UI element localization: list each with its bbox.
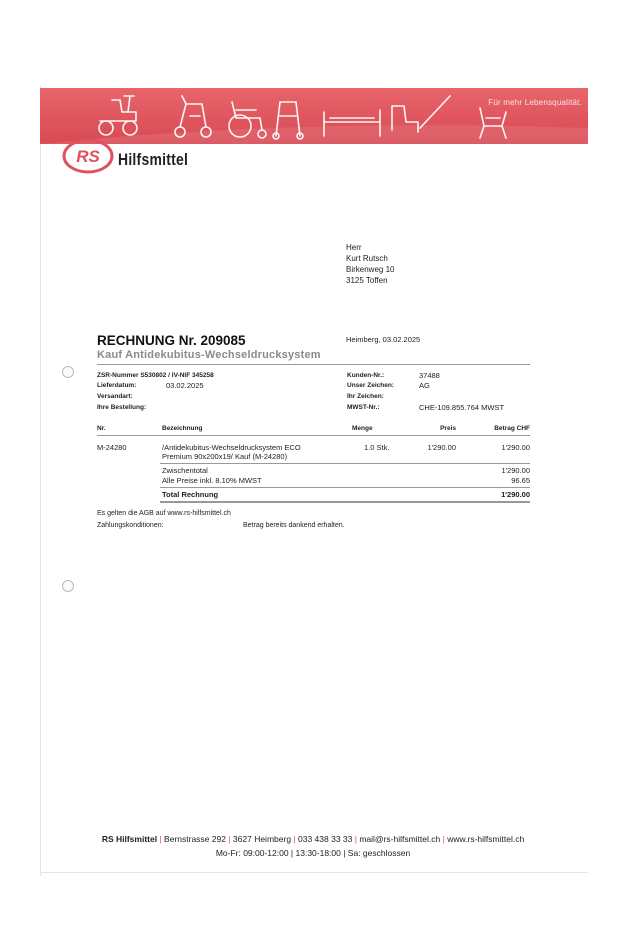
col-header-price: Preis: [440, 425, 456, 432]
punch-hole: [62, 580, 74, 592]
rs-logo-icon: [62, 138, 114, 174]
header-slogan: Für mehr Lebensqualität.: [488, 98, 582, 107]
vat-value: CHE-109.855.764 MWST: [419, 403, 505, 412]
delivery-value: 03.02.2025: [166, 381, 204, 390]
rollator-icon: [175, 96, 211, 137]
col-header-qty: Menge: [352, 425, 373, 432]
recipient-address: [346, 242, 394, 286]
mobility-aids-illustration: [40, 88, 588, 144]
footer-contact: RS Hilfsmittel | Bernstrasse 292 | 3627 Heimberg | 033 438 33 33 | mail@rs-hilfsmittel.ch | www.rs-hilfsmittel.ch: [101, 834, 525, 844]
col-header-desc: Bezeichnung: [162, 425, 203, 432]
col-header-amount: Betrag CHF: [494, 425, 530, 432]
total-value: 1'290.00: [501, 490, 530, 499]
invoice-title: RECHNUNG Nr. 209085: [97, 333, 246, 348]
logo-mark: RS: [76, 147, 100, 166]
row-price: 1'290.00: [427, 443, 456, 452]
subtotal-value: 1'290.00: [501, 466, 530, 475]
vat-label: MWST-Nr.:: [347, 404, 380, 411]
subtotal-rule: [160, 463, 530, 464]
footer-web: www.rs-hilfsmittel.ch: [447, 834, 525, 844]
recipient-city: 3125 Toffen: [346, 276, 388, 285]
agb-note: Es gelten die AGB auf www.rs-hilfsmittel.ch: [97, 510, 231, 517]
subtotal-label: Zwischentotal: [162, 466, 208, 475]
recipient-salutation: Herr: [346, 243, 362, 252]
row-amount: 1'290.00: [501, 443, 530, 452]
page-edge-bottom: [40, 872, 588, 873]
shipping-label: Versandart:: [97, 393, 133, 400]
footer-phone: 033 438 33 33: [298, 834, 353, 844]
vat-incl-value: 96.65: [511, 476, 530, 485]
total-rule-bottom: [160, 501, 530, 503]
punch-hole: [62, 366, 74, 378]
row-desc-line2: Premium 90x200x19/ Kauf (M-24280): [162, 452, 288, 461]
logo-text: Hilfsmittel: [118, 150, 189, 169]
terms-label: Zahlungskonditionen:: [97, 522, 164, 529]
footer-city: 3627 Heimberg: [232, 834, 292, 844]
row-qty: 1.0 Stk.: [364, 443, 390, 452]
vat-incl-label: Alle Preise inkl. 8.10% MWST: [162, 476, 262, 485]
footer-hours: Mo-Fr: 09:00-12:00 | 13:30-18:00 | Sa: geschlossen: [215, 848, 411, 858]
customer-value: 37488: [419, 371, 440, 380]
scooter-icon: [99, 96, 137, 135]
row-nr: M-24280: [97, 443, 127, 452]
divider: [97, 364, 530, 365]
zsr-number: ZSR-Nummer S530802 / IV-NIF 345258: [97, 372, 214, 379]
invoice-subtitle: Kauf Antidekubitus-Wechseldrucksystem: [97, 349, 321, 361]
recipient-name: Kurt Rutsch: [346, 254, 388, 263]
delivery-label: Lieferdatum:: [97, 382, 137, 389]
terms-value: Betrag bereits dankend erhalten.: [243, 522, 345, 529]
total-label: Total Rechnung: [162, 490, 219, 499]
table-header-rule: [97, 435, 530, 436]
header-banner: [40, 88, 588, 144]
row-desc-line1: /Antidekubitus-Wechseldrucksystem ECO: [162, 443, 301, 452]
customer-label: Kunden-Nr.:: [347, 372, 385, 379]
footer-street: Bernstrasse 292: [164, 834, 226, 844]
invoice-place-date: Heimberg, 03.02.2025: [346, 335, 421, 344]
footer-company: RS Hilfsmittel: [101, 834, 158, 844]
total-rule-top: [160, 487, 530, 488]
our-ref-label: Unser Zeichen:: [347, 382, 394, 389]
recipient-street: Birkenweg 10: [346, 265, 395, 274]
order-label: Ihre Bestellung:: [97, 404, 147, 411]
our-ref-value: AG: [419, 381, 430, 390]
page-edge-left: [40, 86, 41, 876]
footer-email: mail@rs-hilfsmittel.ch: [359, 834, 441, 844]
col-header-nr: Nr.: [97, 425, 106, 432]
your-ref-label: Ihr Zeichen:: [347, 393, 384, 400]
